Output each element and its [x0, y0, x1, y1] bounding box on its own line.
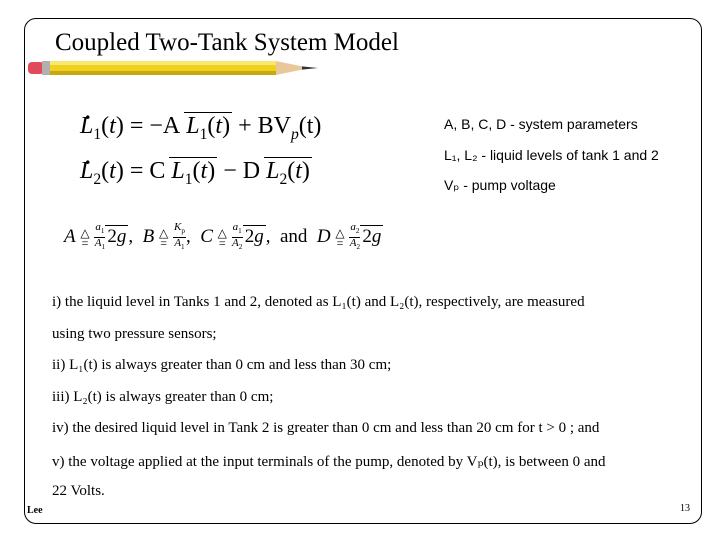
parameter-definitions: A △ = $\frac{a_1}{A_1}$ 2g , B △ = $\frac{K_p}{A_1}$ , C △ = $\frac{a_1}{A_2}$ 2g , and D △ = $\frac{a_2}{A_2}$ 2g	[64, 221, 382, 252]
condition-line: v) the voltage applied at the input terminals of the pump, denoted by Vₚ(t), is between 0 and	[52, 454, 606, 470]
condition-line: iii) L₂(t) is always greater than 0 cm;	[52, 389, 274, 405]
equation-tank1: . $L_1(t) = -A$ $L_1(t) + BV_p(t)$	[80, 113, 321, 144]
equation-tank2: . $L_2(t) = C$ $L_1(t) - D$ $L_2(t)$	[80, 158, 312, 189]
desc-parameters: A, B, C, D - system parameters	[444, 116, 638, 132]
page-number: 13	[680, 503, 690, 514]
slide-title: Coupled Two-Tank System Model	[55, 29, 399, 56]
condition-line: using two pressure sensors;	[52, 326, 217, 342]
author-label: Lee	[27, 505, 43, 516]
desc-liquid-levels: L₁, L₂ - liquid levels of tank 1 and 2	[444, 147, 659, 163]
condition-line: iv) the desired liquid level in Tank 2 is greater than 0 cm and less than 20 cm for t > 0 ; and	[52, 420, 600, 436]
and-word: and	[279, 226, 308, 248]
desc-pump-voltage: Vₚ - pump voltage	[444, 177, 556, 193]
pencil-icon	[28, 58, 323, 78]
condition-line: 22 Volts.	[52, 483, 105, 499]
condition-line: i) the liquid level in Tanks 1 and 2, denoted as L₁(t) and L₂(t), respectively, are measured	[52, 294, 585, 310]
condition-line: ii) L₁(t) is always greater than 0 cm and less than 30 cm;	[52, 357, 392, 373]
slide-frame	[24, 18, 702, 524]
